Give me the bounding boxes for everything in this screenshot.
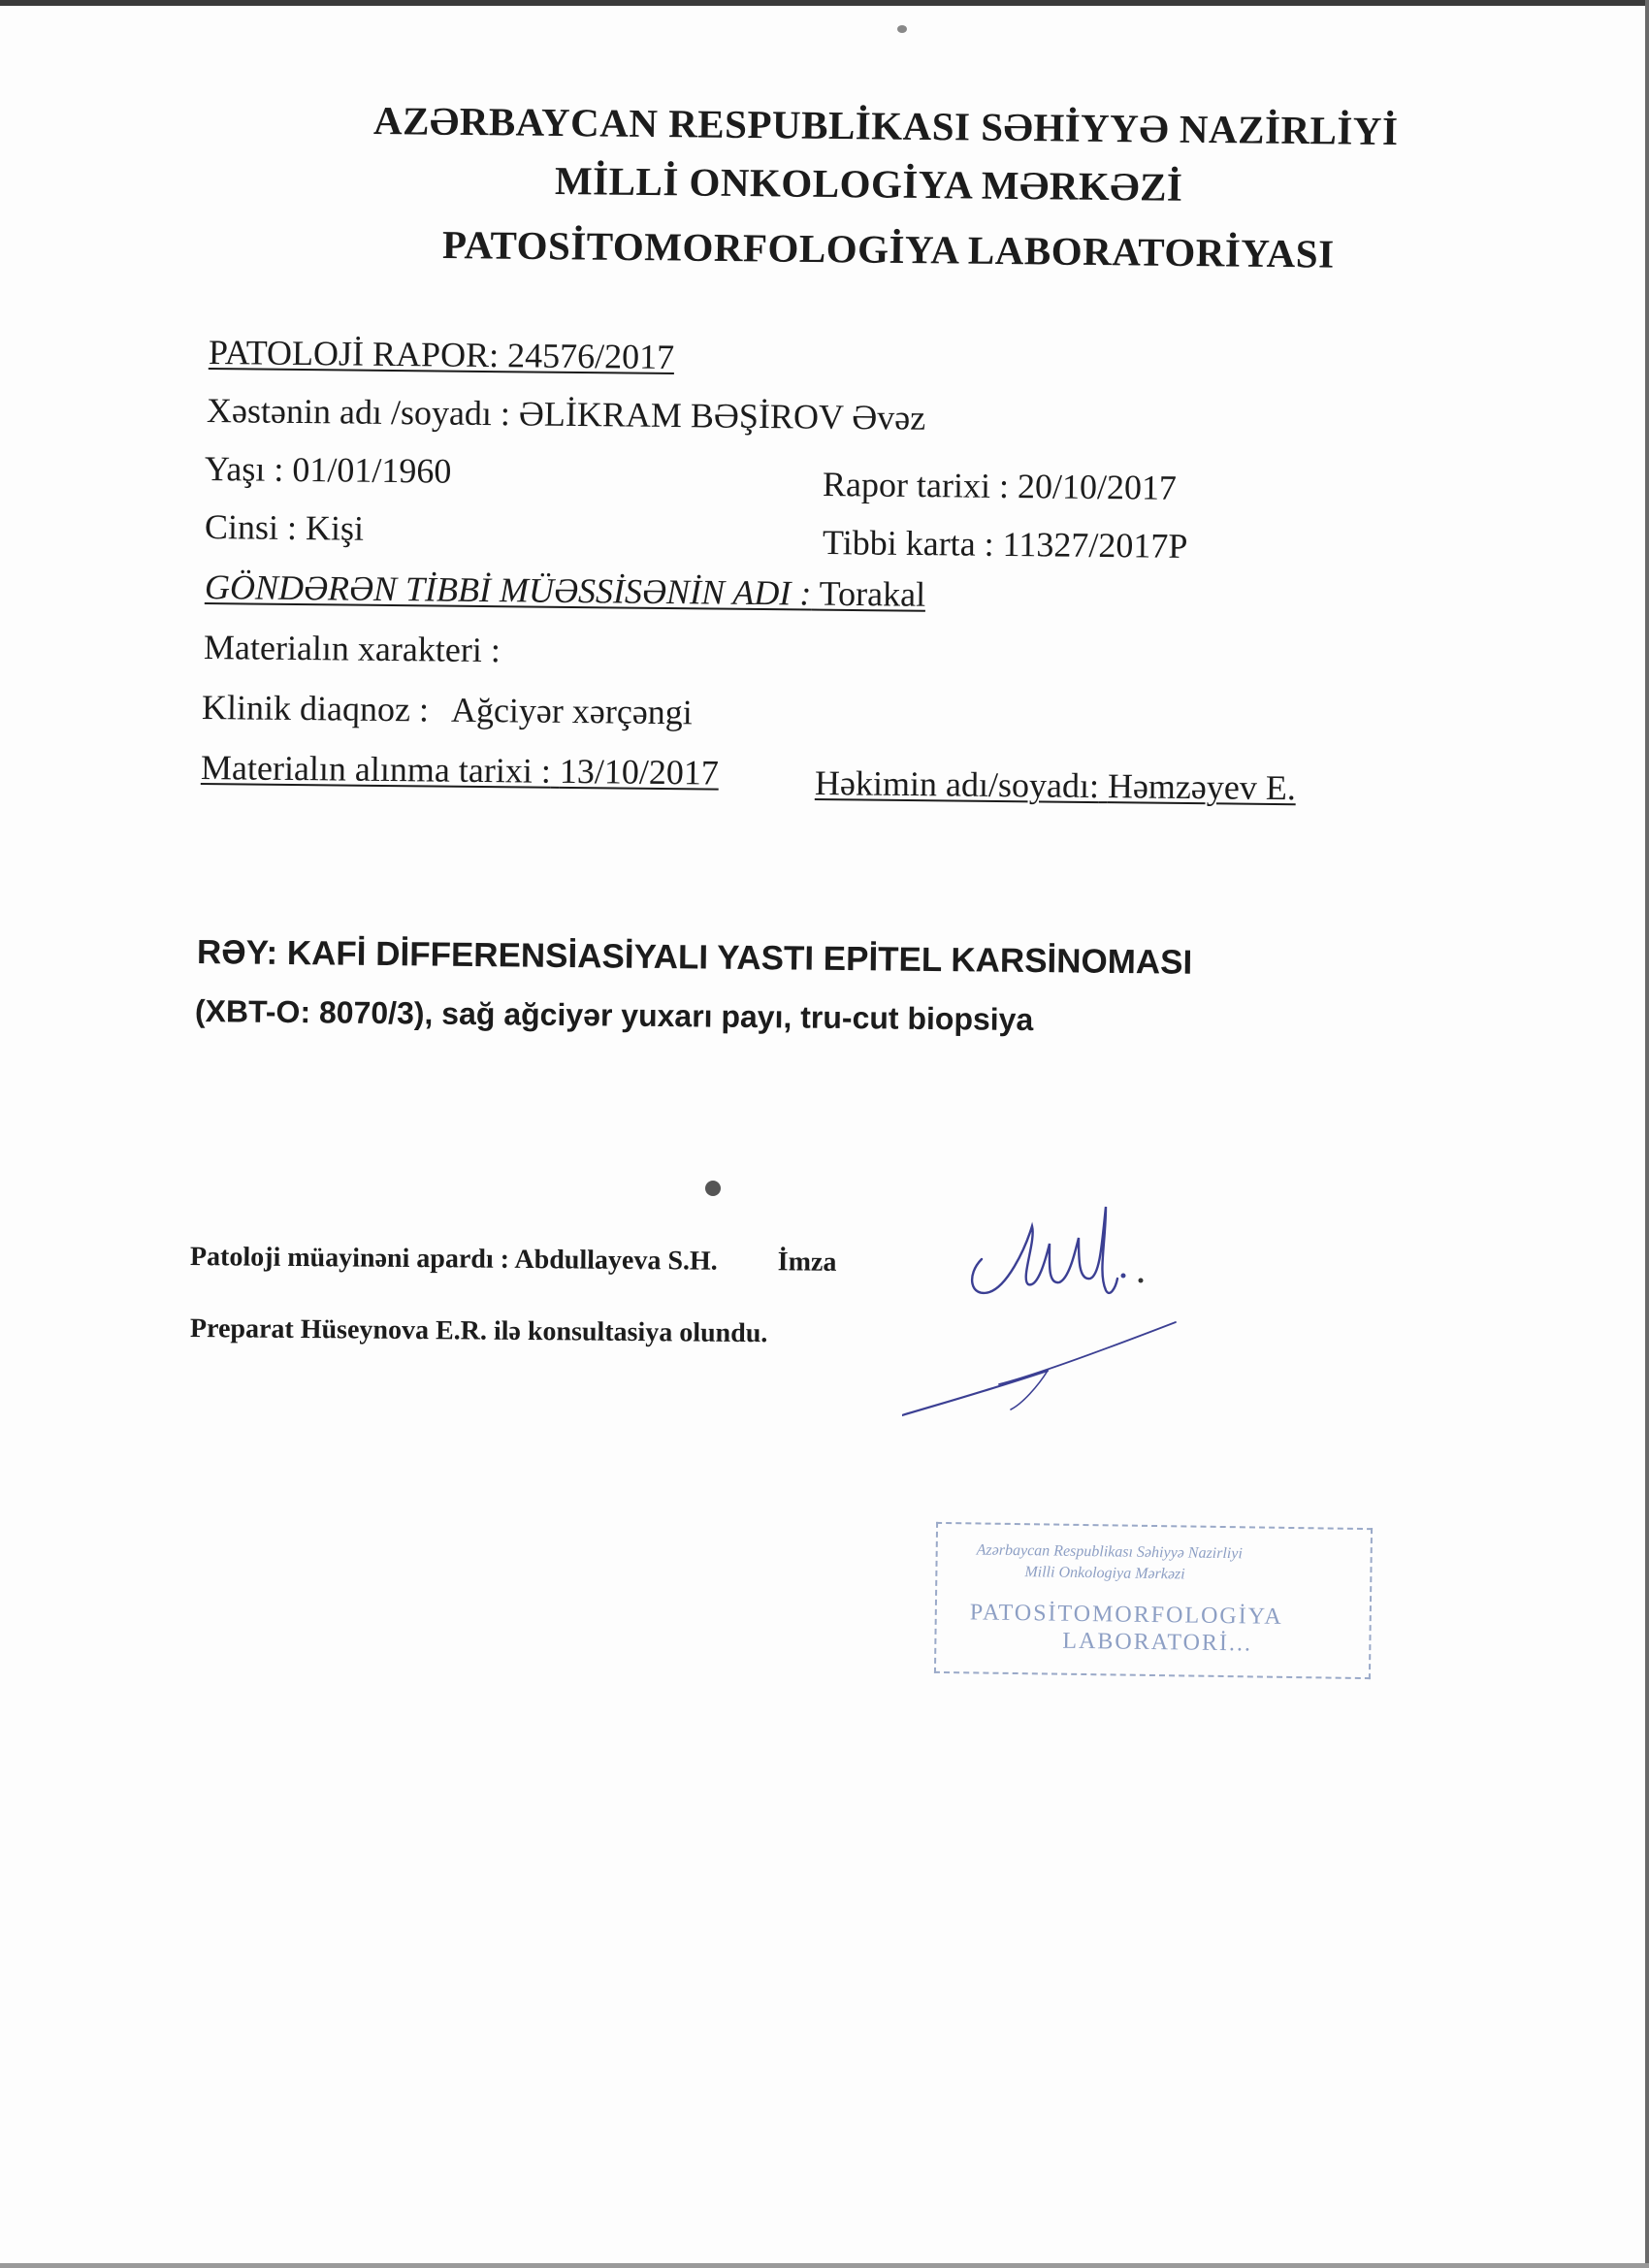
age-row [205, 448, 452, 492]
patient-name-row [207, 390, 926, 438]
medical-card-label: Tibbi karta : [822, 523, 994, 564]
opinion-line-1: RƏY: KAFİ DİFFERENSİASİYALI YASTI EPİTEL KARSİNOMASI [196, 933, 1193, 982]
stamp-line-2: Milli Onkologiya Mərkəzi [1024, 1564, 1185, 1583]
examined-by-label: Patoloji müayinəni apardı : [189, 1242, 510, 1275]
report-date-label: Rapor tarixi : [822, 465, 1010, 506]
stamp-line-1: Azərbaycan Respublikası Səhiyyə Nazirliyi [976, 1541, 1243, 1563]
material-date-row [201, 747, 719, 794]
age-value: 01/01/1960 [292, 449, 452, 491]
gender-row [205, 506, 364, 549]
gender-value: Kişi [305, 508, 365, 548]
institution-label: GÖNDƏRƏN TİBBİ MÜƏSSİSƏNİN ADI : [204, 567, 812, 613]
stamp-line-4: LABORATORİ... [1062, 1628, 1253, 1657]
material-date-value: 13/10/2017 [559, 751, 720, 793]
report-number: PATOLOJİ RAPOR: 24576/2017 [208, 333, 675, 377]
material-label: Materialın xarakteri : [203, 628, 501, 670]
ministry-title: AZƏRBAYCAN RESPUBLİKASI SƏHİYYƏ NAZİRLİYİ [372, 98, 1399, 154]
gender-label: Cinsi : [204, 507, 298, 547]
scan-edge-top [0, 0, 1649, 6]
report-date-value: 20/10/2017 [1017, 467, 1178, 507]
patient-name-label: Xəstənin adı /soyadı : [206, 391, 511, 434]
doctor-row [815, 762, 1296, 808]
clinical-diagnosis-row [202, 687, 693, 732]
scan-edge-bottom [0, 2263, 1649, 2268]
stamp-line-3: PATOSİTOMORFOLOGİYA [969, 1600, 1283, 1630]
doctor-label: Həkimin adı/soyadı: [814, 763, 1100, 806]
center-title: MİLLİ ONKOLOGİYA MƏRKƏZİ [554, 158, 1183, 210]
institution-row [205, 567, 926, 615]
medical-card-row [823, 522, 1188, 567]
clinical-diagnosis-label: Klinik diaqnoz : [201, 688, 430, 729]
opinion-line-2: (XBT-O: 8070/3), sağ ağciyər yuxarı payı, tru-cut biopsiya [194, 993, 1034, 1038]
ink-dot [705, 1181, 721, 1196]
age-label: Yaşı : [204, 449, 284, 489]
scan-speck [897, 25, 907, 33]
laboratory-title: PATOSİTOMORFOLOGİYA LABORATORİYASI [441, 222, 1335, 276]
medical-card-value: 11327/2017P [1002, 524, 1188, 566]
pen-stroke [902, 1314, 1183, 1431]
patient-name-value: ƏLİKRAM BƏŞİROV Əvəz [518, 394, 926, 437]
material-row [204, 627, 501, 670]
material-date-label: Materialın alınma tarixi : [200, 748, 552, 791]
clinical-diagnosis-value: Ağciyər xərçəngi [450, 690, 694, 732]
handwritten-signature [960, 1183, 1154, 1310]
doctor-value: Həmzəyev E. [1107, 766, 1297, 808]
consultation-note: Preparat Hüseynova E.R. ilə konsultasiya olundu. [189, 1313, 768, 1349]
scan-edge-right [1645, 0, 1649, 2268]
institution-value: Torakal [819, 573, 926, 614]
examined-by-row [190, 1242, 837, 1279]
signature-label: İmza [777, 1247, 837, 1278]
report-date-row [823, 464, 1177, 508]
examined-by-value: Abdullayeva S.H. [514, 1244, 718, 1277]
laboratory-stamp [934, 1522, 1373, 1679]
